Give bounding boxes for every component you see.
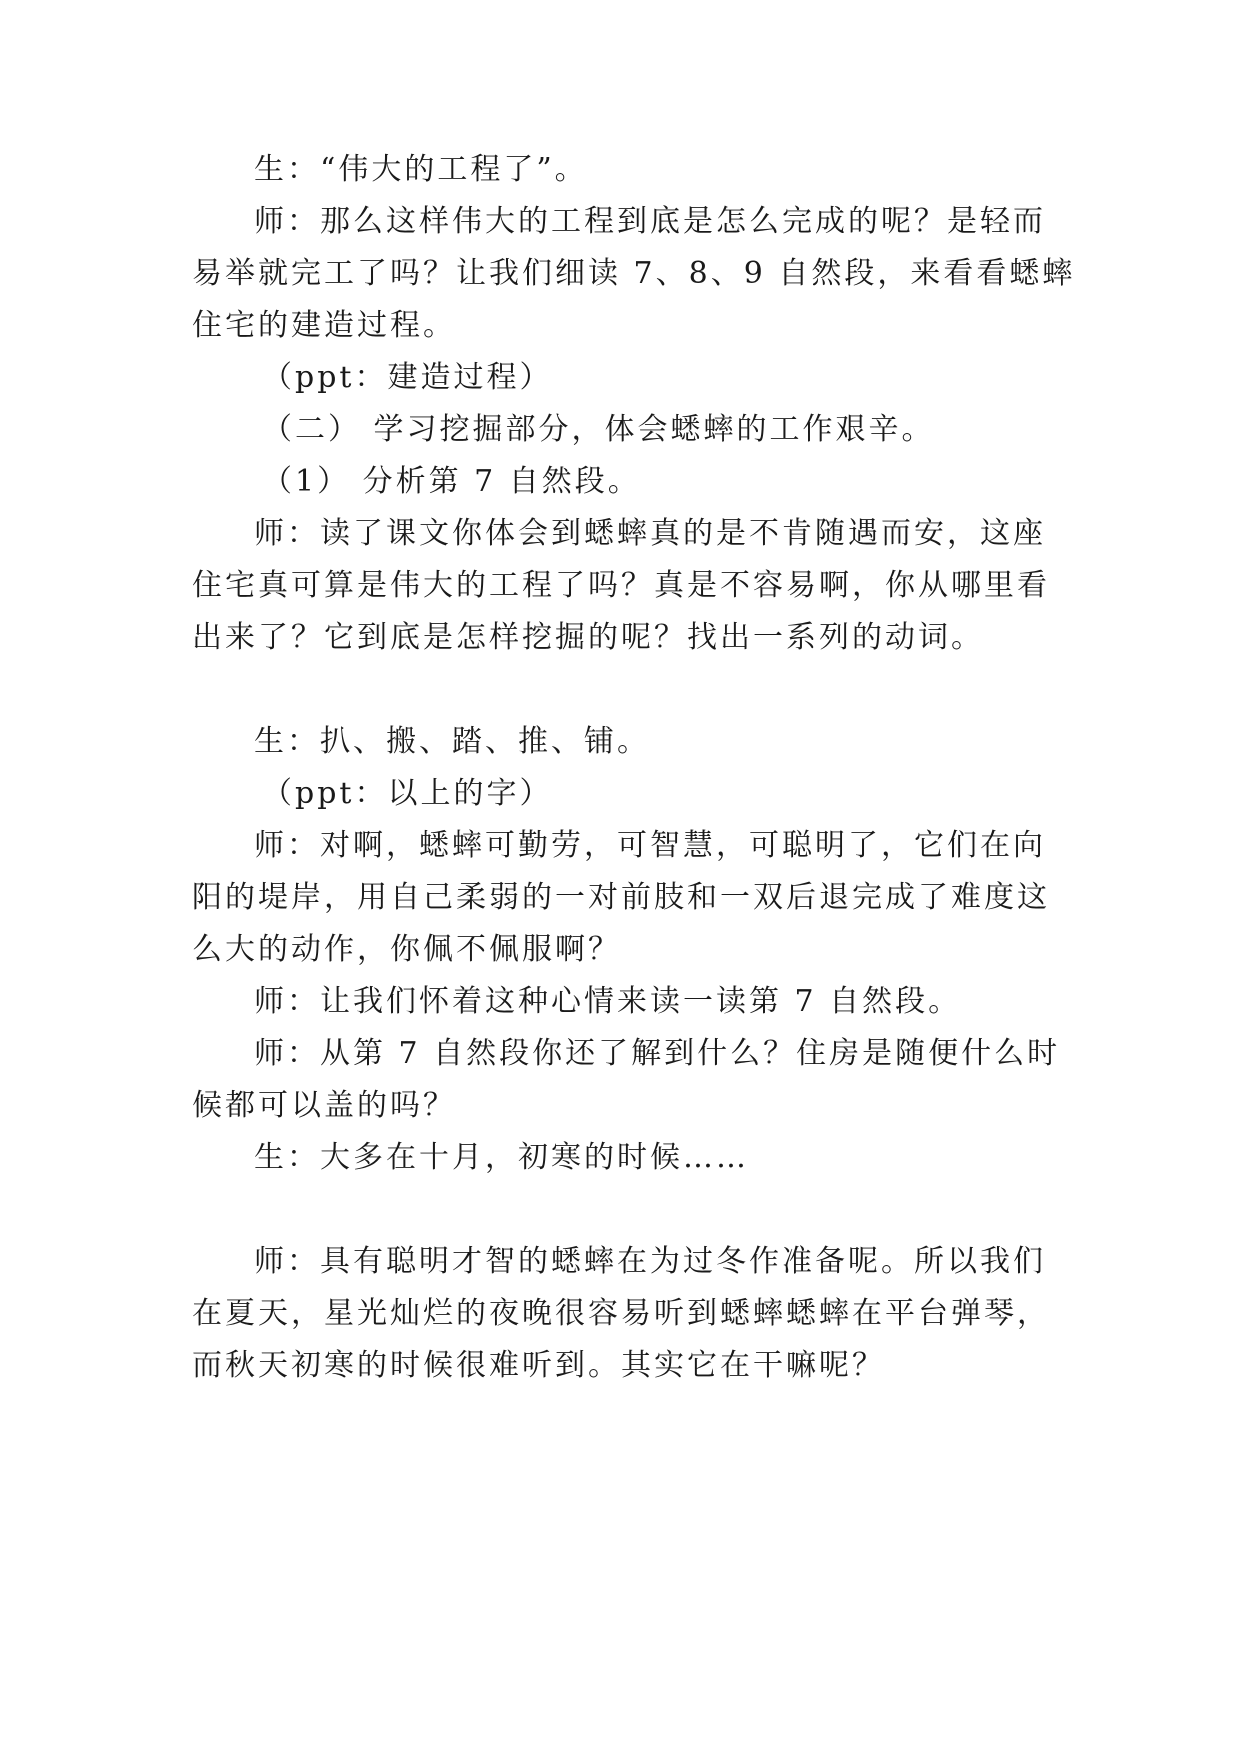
text-line: 在夏天，星光灿烂的夜晚很容易听到蟋蟀蟋蟀在平台弹琴， (192, 1296, 1050, 1331)
text-line: 师：对啊，蟋蟀可勤劳，可智慧，可聪明了，它们在向 (254, 828, 1046, 863)
text-line: 阳的堤岸，用自己柔弱的一对前肢和一双后退完成了难度这 (192, 880, 1050, 915)
text-line: 生：大多在十月，初寒的时候…… (254, 1140, 749, 1175)
text-line: （ppt：以上的字） (262, 776, 553, 811)
text-line: 师：让我们怀着这种心情来读一读第 7 自然段。 (254, 984, 962, 1019)
text-line: 师：那么这样伟大的工程到底是怎么完成的呢？是轻而 (254, 204, 1046, 239)
text-line: 么大的动作，你佩不佩服啊？ (192, 932, 621, 967)
text-line: （ppt：建造过程） (262, 360, 553, 395)
section-heading: （二） 学习挖掘部分，体会蟋蟀的工作艰辛。 (262, 412, 935, 447)
subsection-heading: （1） 分析第 7 自然段。 (262, 464, 641, 499)
text-line: 而秋天初寒的时候很难听到。其实它在干嘛呢？ (192, 1348, 885, 1383)
text-line: 住宅真可算是伟大的工程了吗？真是不容易啊，你从哪里看 (192, 568, 1050, 603)
text-line: 生：“伟大的工程了”。 (254, 152, 588, 187)
text-line: 易举就完工了吗？让我们细读 7、8、9 自然段，来看看蟋蟀 (192, 256, 1076, 291)
text-line: 出来了？它到底是怎样挖掘的呢？找出一系列的动词。 (192, 620, 984, 655)
text-line: 师：读了课文你体会到蟋蟀真的是不肯随遇而安，这座 (254, 516, 1046, 551)
text-line: 生：扒、搬、踏、推、铺。 (254, 724, 650, 759)
text-line: 师：从第 7 自然段你还了解到什么？住房是随便什么时 (254, 1036, 1061, 1071)
text-line: 住宅的建造过程。 (192, 308, 456, 343)
text-line: 候都可以盖的吗？ (192, 1088, 456, 1123)
text-line: 师：具有聪明才智的蟋蟀在为过冬作准备呢。所以我们 (254, 1244, 1046, 1279)
